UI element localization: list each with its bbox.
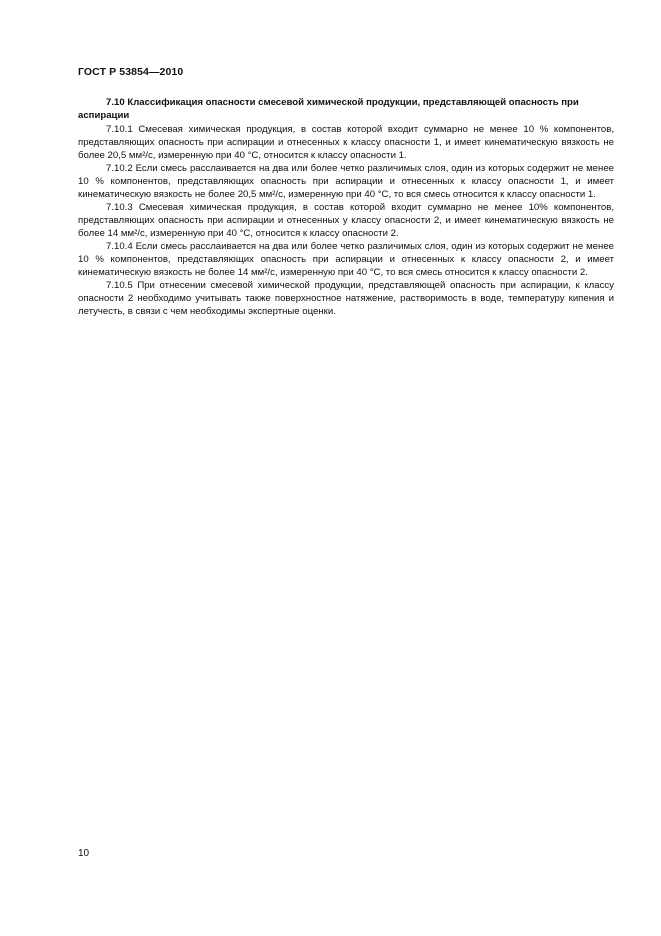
paragraph-7-10-3: 7.10.3 Смесевая химическая продукция, в состав которой входит суммарно не менее 10% компонентов, представляющих опасность при аспирации и отнесенных у классу опасности 2, и имеет кинематическую вязкость не более 14 мм²/с, измеренную при 40 °С, относится к классу опасности 2. (78, 202, 614, 239)
paragraph-7-10-1: 7.10.1 Смесевая химическая продукция, в состав которой входит суммарно не менее 10 % компонентов, представляющих опасность при аспирации и отнесенных к классу опасности 1, и имеет кинематическую вязкость не более 20,5 мм²/с, измеренную при 40 °С, относится к классу опасности 1. (78, 124, 614, 161)
paragraph-7-10-4: 7.10.4 Если смесь расслаивается на два или более четко различимых слоя, один из которых содержит не менее 10 % компонентов, представляющих опасность при аспирации и отнесенных к классу опасности 2, и имеет кинематическую вязкость не более 14 мм²/с, измеренную при 40 °С, то вся смесь относится к классу опасности 2. (78, 241, 614, 278)
section-title: 7.10 Классификация опасности смесевой химической продукции, представляющей опасность при аспирации (78, 97, 579, 121)
section-7-10 (78, 96, 614, 318)
page-number: 10 (78, 848, 90, 859)
paragraph-7-10-5: 7.10.5 При отнесении смесевой химической продукции, представляющей опасность при аспирации, к классу опасности 2 необходимо учитывать также поверхностное натяжение, растворимость в воде, температуру кипения и летучесть, в связи с чем необходимы экспертные оценки. (78, 280, 614, 317)
paragraph-7-10-2: 7.10.2 Если смесь расслаивается на два или более четко различимых слоя, один из которых содержит не менее 10 % компонентов, представляющих опасность при аспирации и отнесенных к классу опасности 1, и имеет кинематическую вязкость не более 20,5 мм²/с, измеренную при 40 °С, то вся смесь относится к классу опасности 1. (78, 163, 614, 200)
document-header: ГОСТ Р 53854—2010 (78, 66, 184, 78)
